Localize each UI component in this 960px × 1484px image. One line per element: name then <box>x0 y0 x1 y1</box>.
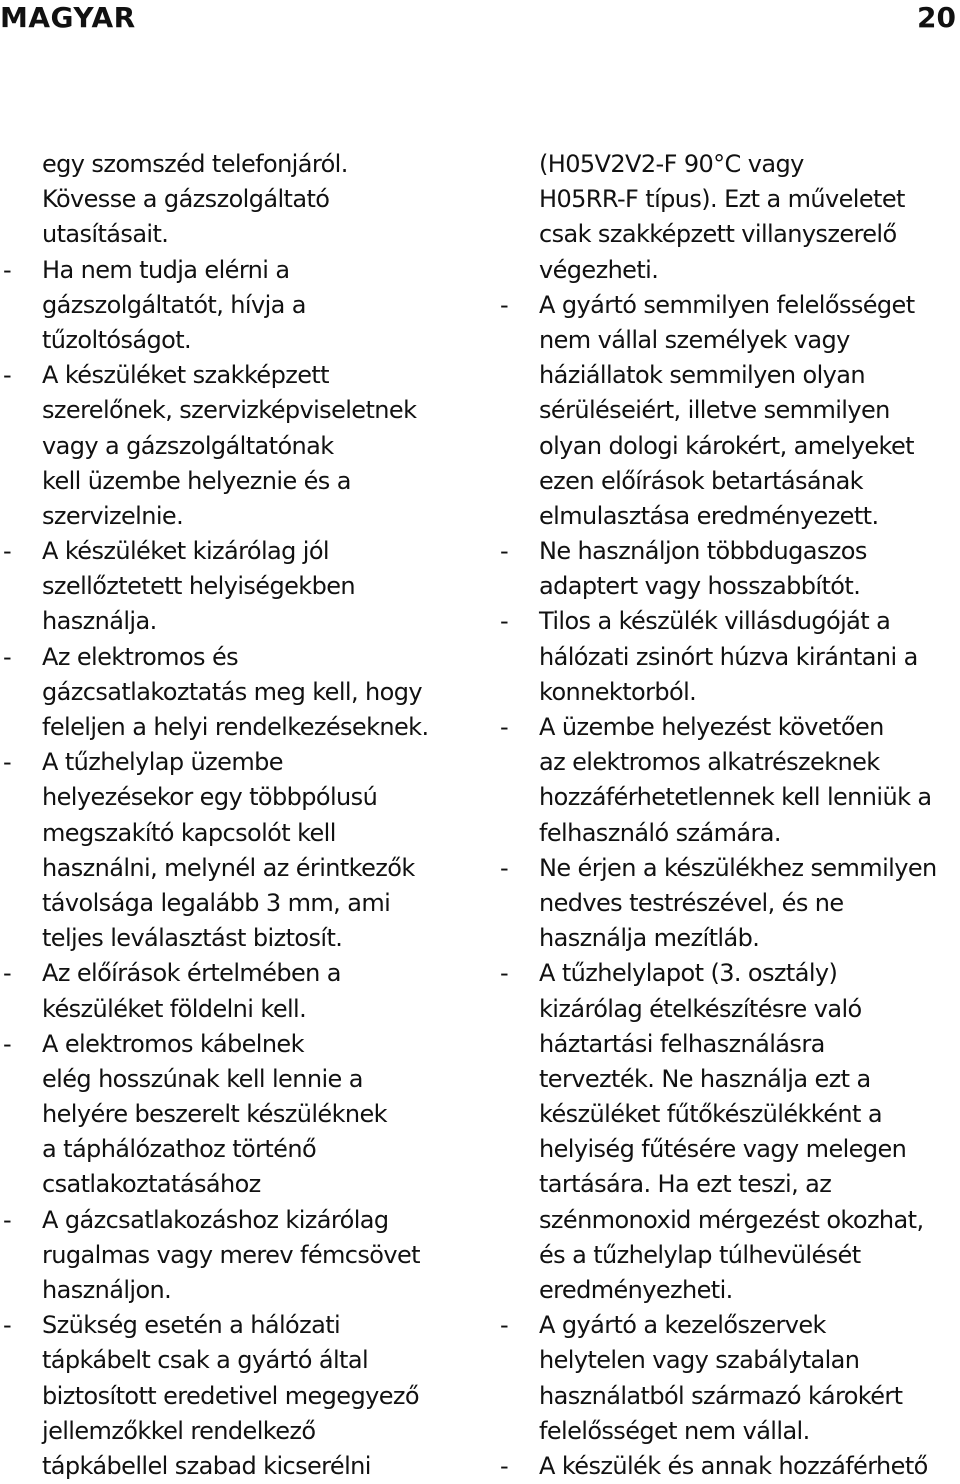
bullet-dash: - <box>500 1311 509 1340</box>
text-line: távolsága legalább 3 mm, ami <box>42 888 391 917</box>
text-line: eredményezheti. <box>539 1276 733 1304</box>
text-line: A elektromos kábelnek <box>42 1029 304 1058</box>
text-line: adaptert vagy hosszabbítót. <box>539 572 861 601</box>
left-column <box>0 147 460 1484</box>
bullet-dash: - <box>500 607 509 636</box>
text-line: rugalmas vagy merev fémcsövet <box>42 1240 420 1269</box>
text-line: gázszolgáltatót, hívja a <box>42 290 306 319</box>
right-column <box>497 147 960 1484</box>
text-line: a táphálózathoz történő <box>42 1135 317 1164</box>
text-line: Az előírások értelmében a <box>42 959 341 988</box>
text-line: használatból származó károkért <box>539 1381 903 1410</box>
text-line: tápkábellel szabad kicserélni <box>42 1451 371 1480</box>
bullet-dash: - <box>500 959 509 988</box>
text-line: (H05V2V2-F 90°C vagy <box>539 150 804 178</box>
text-line: készüléket földelni kell. <box>42 994 307 1023</box>
list-item <box>0 1203 460 1309</box>
text-line: A gyártó a kezelőszervek <box>539 1311 826 1340</box>
text-line: egy szomszéd telefonjáról. <box>42 150 348 178</box>
text-line: hozzáférhetetlennek kell lenniük a <box>539 783 932 812</box>
bullet-dash: - <box>3 255 12 284</box>
list-item <box>0 640 460 746</box>
list-item <box>0 745 460 956</box>
text-line: megszakító kapcsolót kell <box>42 818 336 847</box>
bullet-dash: - <box>3 642 12 671</box>
text-line: kell üzembe helyeznie és a <box>42 466 351 495</box>
text-line: tartására. Ha ezt teszi, az <box>539 1170 832 1199</box>
text-line: jellemzőkkel rendelkező <box>42 1416 316 1445</box>
text-line: háztartási felhasználásra <box>539 1029 825 1058</box>
list-item <box>497 1449 960 1484</box>
text-line: A gyártó semmilyen felelősséget <box>539 290 915 319</box>
list-item <box>497 288 960 534</box>
text-line: használjon. <box>42 1276 172 1304</box>
list-item <box>497 604 960 710</box>
list-item <box>497 1308 960 1449</box>
text-line: vagy a gázszolgáltatónak <box>42 431 334 460</box>
bullet-dash: - <box>500 1451 509 1480</box>
list-item <box>497 534 960 604</box>
text-line: szellőztetett helyiségekben <box>42 572 355 601</box>
text-line: felhasználó számára. <box>539 818 781 847</box>
text-line: használja. <box>42 607 157 636</box>
text-line: A készüléket szakképzett <box>42 361 329 390</box>
text-line: készüléket fűtőkészülékként a <box>539 1100 882 1129</box>
text-line: A gázcsatlakozáshoz kizárólag <box>42 1205 389 1234</box>
list-item <box>0 1308 460 1484</box>
bullet-dash: - <box>500 713 509 741</box>
text-line: kizárólag ételkészítésre való <box>539 994 862 1023</box>
text-line: Tilos a készülék villásdugóját a <box>539 607 891 636</box>
text-line: helytelen vagy szabálytalan <box>539 1346 860 1375</box>
text-line: helyiség fűtésére vagy melegen <box>539 1135 907 1164</box>
list-item <box>0 1027 460 1203</box>
list-item <box>497 710 960 851</box>
bullet-dash: - <box>3 537 12 566</box>
bullet-dash: - <box>500 290 509 319</box>
text-line: nem vállal személyek vagy <box>539 325 850 354</box>
text-line: H05RR-F típus). Ezt a műveletet <box>539 185 905 214</box>
text-line: helyére beszerelt készüléknek <box>42 1100 387 1129</box>
text-line: Ne használjon többdugaszos <box>539 537 867 566</box>
text-line: konnektorból. <box>539 677 697 706</box>
text-line: tűzoltóságot. <box>42 325 192 354</box>
text-line: A tűzhelylapot (3. osztály) <box>539 959 838 988</box>
text-line: teljes leválasztást biztosít. <box>42 924 343 953</box>
text-line: tápkábelt csak a gyártó által <box>42 1346 369 1375</box>
list-item <box>497 956 960 1308</box>
list-item <box>0 358 460 534</box>
list-item <box>497 147 960 288</box>
text-line: felelősséget nem vállal. <box>539 1416 810 1445</box>
text-line: A készülék és annak hozzáférhető <box>539 1451 928 1480</box>
bullet-dash: - <box>3 361 12 390</box>
bullet-dash: - <box>500 537 509 566</box>
text-line: A készüléket kizárólag jól <box>42 537 330 566</box>
bullet-dash: - <box>3 1205 12 1234</box>
text-line: csatlakoztatásához <box>42 1170 261 1199</box>
bullet-dash: - <box>500 853 509 882</box>
text-line: tervezték. Ne használja ezt a <box>539 1064 871 1093</box>
text-line: elég hosszúnak kell lennie a <box>42 1064 363 1093</box>
list-item <box>0 147 460 253</box>
text-line: használni, melynél az érintkezők <box>42 853 415 882</box>
bullet-dash: - <box>3 748 12 777</box>
list-item <box>0 253 460 359</box>
text-line: és a tűzhelylap túlhevülését <box>539 1240 861 1269</box>
text-line: olyan dologi károkért, amelyeket <box>539 431 914 460</box>
text-line: szerelőnek, szervizképviseletnek <box>42 396 417 425</box>
text-line: A üzembe helyezést követően <box>539 713 884 741</box>
list-item <box>497 851 960 957</box>
text-line: használja mezítláb. <box>539 924 760 953</box>
text-line: Ne érjen a készülékhez semmilyen <box>539 853 937 882</box>
list-item <box>0 956 460 1026</box>
page-number: 20 <box>917 1 956 34</box>
text-line: Szükség esetén a hálózati <box>42 1311 341 1340</box>
text-line: A tűzhelylap üzembe <box>42 748 283 777</box>
text-line: biztosított eredetivel megegyező <box>42 1381 419 1410</box>
language-label: MAGYAR <box>0 1 136 34</box>
text-line: feleljen a helyi rendelkezéseknek. <box>42 713 429 741</box>
bullet-dash: - <box>3 959 12 988</box>
text-line: ezen előírások betartásának <box>539 466 863 495</box>
text-line: az elektromos alkatrészeknek <box>539 748 880 777</box>
text-line: csak szakképzett villanyszerelő <box>539 220 897 249</box>
text-line: nedves testrészével, és ne <box>539 888 844 917</box>
text-line: gázcsatlakoztatás meg kell, hogy <box>42 677 422 706</box>
text-line: helyezésekor egy többpólusú <box>42 783 378 812</box>
text-line: utasításait. <box>42 220 169 249</box>
text-line: sérüléseiért, illetve semmilyen <box>539 396 890 425</box>
text-line: elmulasztása eredményezett. <box>539 501 879 530</box>
text-line: szénmonoxid mérgezést okozhat, <box>539 1205 924 1234</box>
text-line: Ha nem tudja elérni a <box>42 255 290 284</box>
bullet-dash: - <box>3 1029 12 1058</box>
text-line: végezheti. <box>539 255 659 284</box>
list-item <box>0 534 460 640</box>
text-line: háziállatok semmilyen olyan <box>539 361 865 390</box>
text-line: hálózati zsinórt húzva kirántani a <box>539 642 918 671</box>
text-line: szervizelnie. <box>42 501 184 530</box>
bullet-dash: - <box>3 1311 12 1340</box>
text-line: Kövesse a gázszolgáltató <box>42 185 330 214</box>
text-line: Az elektromos és <box>42 642 239 671</box>
